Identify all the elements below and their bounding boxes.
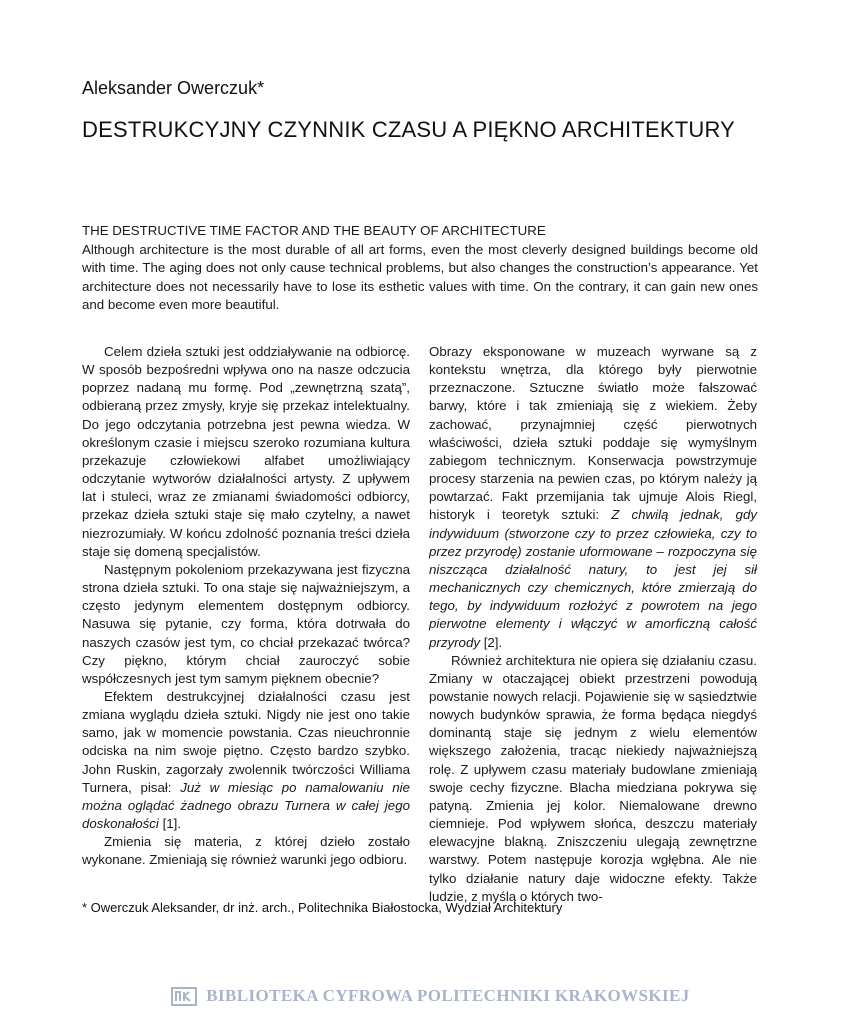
article-title: DESTRUKCYJNY CZYNNIK CZASU A PIĘKNO ARCHITEKTURY bbox=[82, 117, 736, 142]
paragraph: Również architektura nie opiera się działaniu czasu. Zmiany w otaczającej obiekt przestrzeni powodują powstanie nowych relacji. Pojawienie się w sąsiedztwie nowych budynków sprawia, że forma będąca niegdyś dominantą staje się jednym z wielu elementów większego założenia, tracąc niekiedy najważniejszą rolę. Z upływem czasu materiały budowlane zmieniają swoje cechy fizyczne. Blacha miedziana pokrywa się patyną. Zmienia jej kolor. Niemalowane drewno ciemnieje. Pod wpływem słońca, deszczu materiały elewacyjne blakną. Zniszczeniu ulegają zewnętrzne warstwy. Potem następuje korozja wgłębna. Ale nie tylko działanie natury daje widoczne efekty. Także ludzie, z myślą o których two- bbox=[429, 652, 757, 904]
abstract-title: THE DESTRUCTIVE TIME FACTOR AND THE BEAUTY OF ARCHITECTURE bbox=[82, 223, 546, 238]
body-column-right bbox=[429, 343, 757, 906]
paragraph-text: Obrazy eksponowane w muzeach wyrwane są z kontekstu wnętrza, dla którego były pierwotnie przeznaczone. Sztuczne światło może fałszować barwy, które i tak zmieniają się z wiekiem. Żeby zachować, przynajmniej część pierwotnych właściwości, dzieła sztuki poddaje się wymyślnym zabiegom technicznym. Konserwacja powstrzymuje procesy starzenia na pewien czas, po którym należy ją powtarzać. Fakt przemijania tak ujmuje Alois Riegl, historyk i teoretyk sztuki: bbox=[429, 344, 757, 523]
paragraph bbox=[82, 688, 410, 833]
footnote: * Owerczuk Aleksander, dr inż. arch., Politechnika Białostocka, Wydział Architektury bbox=[82, 900, 563, 915]
abstract bbox=[82, 222, 758, 315]
citation-ref: [1]. bbox=[158, 816, 182, 832]
library-footer bbox=[0, 984, 860, 1008]
author-name: Aleksander Owerczuk* bbox=[82, 78, 265, 98]
paragraph-text: Efektem destrukcyjnej działalności czasu jest zmiana wyglądu dzieła sztuki. Nigdy nie jest ono takie samo, jak w momencie powstania. Czas nieuchronnie odciska na nim swoje piętno. Często bardzo szybko. John Ruskin, zagorzały zwolennik twórczości Williama Turnera, pisał: bbox=[82, 688, 410, 795]
ruskin-quote: Już w miesiąc po namalowaniu nie można oglądać żadnego obrazu Turnera w całej jego doskonałości bbox=[82, 779, 410, 832]
paragraph: Następnym pokoleniom przekazywana jest fizyczna strona dzieła sztuki. To ona staje się najważniejszym, a często jedynym elementem dostępnym odbiorcy. Nasuwa się pytanie, czy forma, która dotrwała do naszych czasów jest tym, co chciał przekazać twórca? Czy piękno, którym chciał zauroczyć sobie współczesnych jest tym samym pięknem obecnie? bbox=[82, 561, 410, 686]
paragraph: Celem dzieła sztuki jest oddziaływanie na odbiorcę. W sposób bezpośredni wpływa ono na nasze odczucia poprzez nadaną mu formę. Pod „zewnętrzną szatą”, odbieraną przez zmysły, kryje się przekaz intelektualny. Do jego odczytania potrzebna jest pewna wiedza. W określonym czasie i miejscu szeroko rozumiana kultura przekazuje człowiekowi alfabet umożliwiający odczytanie wytworów działalności artysty. Z upływem lat i stuleci, wraz ze zmianami świadomości odbiorcy, przekaz dzieła sztuki staje się mało czytelny, a nawet niezrozumiały. W końcu zdolność poznania treści dzieła staje się domeną specjalistów. bbox=[82, 344, 410, 559]
citation-ref: [2]. bbox=[480, 634, 503, 650]
paragraph bbox=[429, 343, 757, 652]
riegl-quote: Z chwilą jednak, gdy indywiduum (stworzone czy to przez człowieka, czy to przez przyrodę) zostanie uformowane – rozpoczyna się niszcząca działalność natury, to jest jej sił mechanicznych czy chemicznych, które zmierzają do tego, by indywiduum rozłożyć z powrotem na jego pierwotne elementy i włączyć w amorficzną całość przyrody bbox=[429, 507, 757, 650]
library-name: BIBLIOTEKA CYFROWA POLITECHNIKI KRAKOWSKIEJ bbox=[206, 986, 690, 1005]
body-column-left bbox=[82, 343, 410, 870]
library-logo-icon bbox=[170, 984, 198, 1008]
abstract-text: Although architecture is the most durable of all art forms, even the most cleverly designed buildings become old with time. The aging does not only cause technical problems, but also changes the construction’s appearance. Yet architecture does not necessarily have to lose its esthetic values with time. On the contrary, it can gain new ones and become even more beautiful. bbox=[82, 241, 758, 313]
paragraph: Zmienia się materia, z której dzieło zostało wykonane. Zmieniają się również warunki jego odbioru. bbox=[82, 834, 410, 868]
